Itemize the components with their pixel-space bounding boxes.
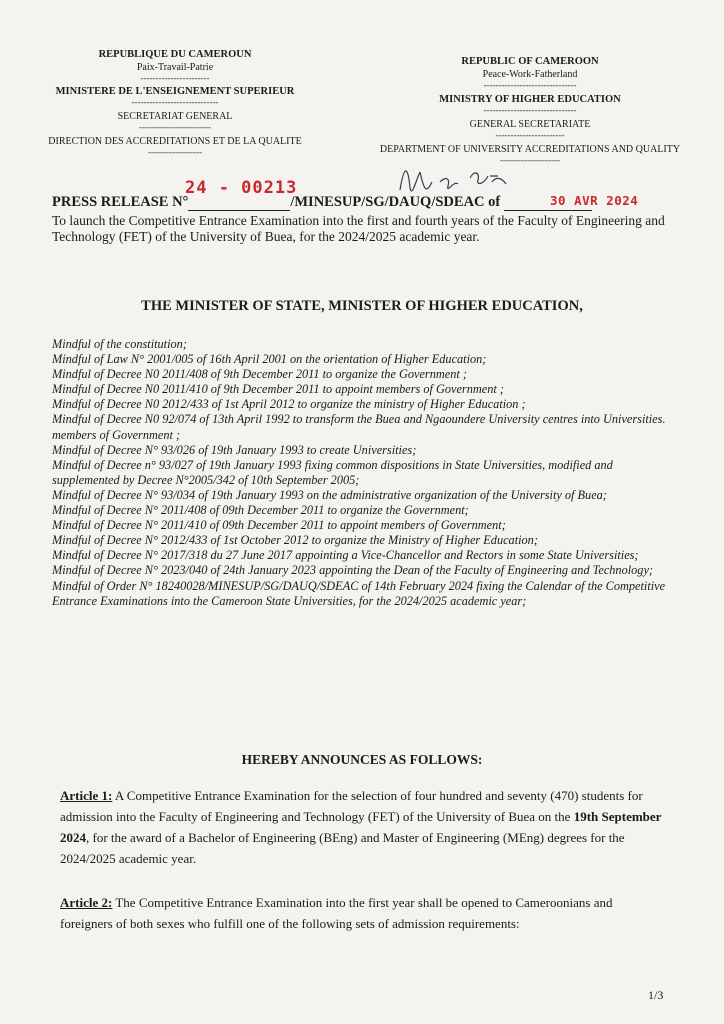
department-en: DEPARTMENT OF UNIVERSITY ACCREDITATIONS AND QUALITY bbox=[379, 144, 681, 155]
ministry-en: MINISTRY OF HIGHER EDUCATION bbox=[439, 94, 621, 105]
article-1-label: Article 1: bbox=[60, 788, 113, 803]
mindful-item: Mindful of Decree n° 93/027 of 19th January 1993 fixing common dispositions in State Universities, modified and supplemented by Decree N°2005/342 of 10th September 2005; bbox=[52, 457, 613, 487]
mindful-item: Mindful of Decree N° 2012/433 of 1st October 2012 to organize the Ministry of Higher Education; bbox=[52, 533, 538, 548]
article-2 bbox=[60, 892, 668, 934]
press-release-line bbox=[52, 194, 692, 211]
mindful-item: Mindful of Decree N0 2011/410 of 9th December 2011 to appoint members of Government ; bbox=[52, 382, 504, 397]
stamp-date: 30 AVR 2024 bbox=[550, 193, 639, 208]
separator: ----------------------- bbox=[140, 73, 210, 83]
mindful-item: Mindful of Decree N° 93/026 of 19th January 1993 to create Universities; bbox=[52, 442, 417, 457]
number-blank bbox=[188, 196, 290, 211]
mindful-item: Mindful of Decree N° 2017/318 du 27 June 2017 appointing a Vice-Chancellor and Rectors in some State Universities; bbox=[52, 548, 639, 563]
press-release-prefix: PRESS RELEASE N° bbox=[52, 194, 189, 210]
mindful-list bbox=[52, 337, 668, 609]
article-1-text-b: , for the award of a Bachelor of Engineering (BEng) and Master of Engineering (MEng) degrees for the 2024/2025 academic year. bbox=[60, 830, 625, 866]
minister-title: THE MINISTER OF STATE, MINISTER OF HIGHER EDUCATION, bbox=[141, 298, 583, 314]
article-1-text-a: A Competitive Entrance Examination for the selection of four hundred and seventy (470) students for admission into the Faculty of Engineering and Technology (FET) of the University of Buea on the bbox=[60, 788, 643, 824]
article-1 bbox=[60, 785, 668, 869]
separator: -------------------- bbox=[500, 155, 560, 165]
article-2-text: The Competitive Entrance Examination into the first year shall be opened to Cameroonians and foreigners of both sexes who fulfill one of the following sets of admission requirements: bbox=[60, 895, 613, 931]
mindful-item: Mindful of Decree N° 2023/040 of 24th January 2023 appointing the Dean of the Faculty of Engineering and Technology; bbox=[52, 563, 653, 578]
country-fr: REPUBLIQUE DU CAMEROUN bbox=[98, 49, 252, 60]
mindful-item: Mindful of Decree N° 2011/410 of 09th December 2011 to appoint members of Government; bbox=[52, 518, 506, 533]
secretariat-en: GENERAL SECRETARIATE bbox=[469, 119, 591, 130]
press-release-reference: /MINESUP/SG/DAUQ/SDEAC of bbox=[290, 194, 501, 210]
separator: ------------------------------- bbox=[483, 80, 577, 90]
mindful-item: Mindful of Decree N° 93/034 of 19th January 1993 on the administrative organization of the University of Buea; bbox=[52, 487, 607, 502]
announcement-heading: HEREBY ANNOUNCES AS FOLLOWS: bbox=[241, 752, 483, 767]
mindful-item: Mindful of the constitution; bbox=[52, 337, 187, 351]
motto-fr: Paix-Travail-Patrie bbox=[136, 62, 214, 73]
separator: ------------------------ bbox=[139, 122, 211, 132]
separator: ----------------------- bbox=[495, 130, 565, 140]
article-2-label: Article 2: bbox=[60, 895, 113, 910]
mindful-item: Mindful of Decree N0 92/074 of 13th April 1992 to transform the Buea and Ngaoundere University centres into Universities. members of Government ; bbox=[52, 412, 666, 442]
date-blank bbox=[504, 196, 592, 211]
direction-fr: DIRECTION DES ACCREDITATIONS ET DE LA QUALITE bbox=[48, 136, 302, 147]
secretariat-fr: SECRETARIAT GENERAL bbox=[117, 111, 233, 122]
page-number: 1/3 bbox=[648, 988, 664, 1002]
mindful-item: Mindful of Decree N0 2012/433 of 1st April 2012 to organize the ministry of Higher Education ; bbox=[52, 397, 526, 412]
motto-en: Peace-Work-Fatherland bbox=[482, 69, 578, 80]
mindful-item: Mindful of Order N° 18240028/MINESUP/SG/DAUQ/SDEAC of 14th February 2024 fixing the Calendar of the Competitive Entrance Examinations into the Cameroon State Universities, for the 2024/2025 academic year; bbox=[52, 578, 666, 608]
header-left-french bbox=[30, 48, 320, 157]
mindful-item: Mindful of Decree N° 2011/408 of 09th December 2011 to organize the Government; bbox=[52, 503, 469, 518]
article-1-date: 19th September 2024 bbox=[60, 809, 662, 845]
press-release-intro: To launch the Competitive Entrance Examination into the first and fourth years of the Faculty of Engineering and Technology (FET) of the University of Buea, for the 2024/2025 academic year. bbox=[52, 213, 665, 244]
stamp-reference-number: 24 - 00213 bbox=[185, 178, 298, 198]
ministry-fr: MINISTERE DE L'ENSEIGNEMENT SUPERIEUR bbox=[55, 86, 295, 97]
separator: ----------------------------- bbox=[131, 97, 219, 107]
mindful-item: Mindful of Law N° 2001/005 of 16th April 2001 on the orientation of Higher Education; bbox=[52, 352, 487, 367]
mindful-item: Mindful of Decree N0 2011/408 of 9th December 2011 to organize the Government ; bbox=[52, 367, 467, 382]
separator: ------------------ bbox=[148, 147, 202, 157]
header-right-english bbox=[350, 55, 710, 165]
separator: ------------------------------- bbox=[483, 105, 577, 115]
country-en: REPUBLIC OF CAMEROON bbox=[461, 56, 599, 67]
